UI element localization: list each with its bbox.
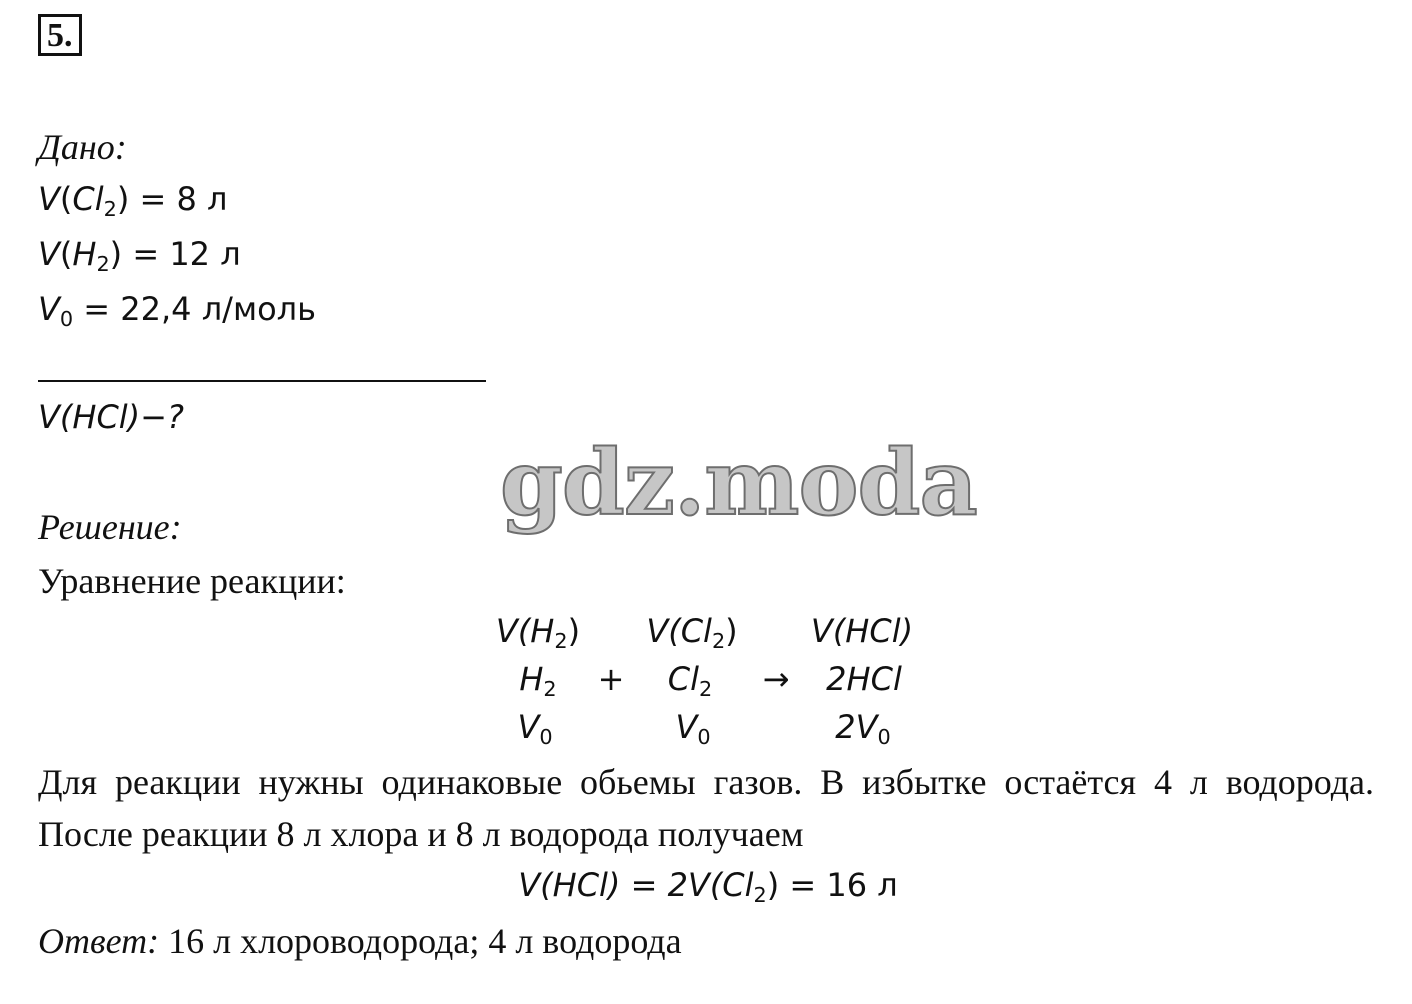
solution-label: Решение: <box>38 507 182 547</box>
reaction-vol-h2-text: V(H <box>495 612 555 650</box>
reaction-cl2-text: Cl <box>667 660 699 698</box>
given-v-symbol: V <box>38 235 60 273</box>
reaction-v0-cl2 <box>668 708 718 750</box>
reaction-arrow: → <box>762 660 790 698</box>
answer-label: Ответ: <box>38 921 160 961</box>
reaction-v0-h2-text: V <box>517 708 540 746</box>
reaction-h2-sub: 2 <box>543 677 557 702</box>
given-v0-symbol: V <box>38 290 60 328</box>
reaction-cl2 <box>660 660 720 702</box>
reaction-h2 <box>508 660 568 702</box>
given-h2-value: = 12 л <box>132 235 241 273</box>
reaction-vol-h2 <box>488 612 588 654</box>
reaction-vol-cl2-close: ) <box>725 612 738 650</box>
reaction-2v0-sub: 0 <box>877 725 891 750</box>
reaction-vol-cl2 <box>634 612 750 654</box>
reaction-v0-h2-sub: 0 <box>539 725 553 750</box>
result-left: V(HCl) = 2V(Cl <box>518 866 754 904</box>
find-line <box>38 398 184 436</box>
reaction-cl2-sub: 2 <box>699 677 713 702</box>
watermark: gdz.moda <box>500 430 977 536</box>
given-cl-symbol: Cl <box>72 180 104 218</box>
given-label: Дано: <box>38 127 127 167</box>
given-cl2-value: = 8 л <box>139 180 228 218</box>
reaction-2v0-text: 2V <box>835 708 878 746</box>
reaction-vol-cl2-sub: 2 <box>711 629 726 654</box>
reaction-h2-text: H <box>519 660 544 698</box>
given-h-sub: 2 <box>96 252 110 277</box>
find-text: V(HCl)−? <box>38 398 184 436</box>
given-divider <box>38 380 486 382</box>
given-h-symbol: H <box>72 235 97 273</box>
given-v0-value: = 22,4 л/моль <box>83 290 316 328</box>
reaction-vol-h2-close: ) <box>567 612 581 650</box>
equation-title: Уравнение реакции: <box>38 561 346 601</box>
reaction-vol-hcl-text: V(HCl) <box>810 612 914 650</box>
given-v0-sub: 0 <box>59 307 74 332</box>
problem-number: 5. <box>38 14 82 56</box>
reaction-hcl <box>816 660 912 698</box>
reaction-vol-cl2-text: V(Cl <box>646 612 712 650</box>
result-equation <box>488 866 928 908</box>
reaction-v0-cl2-sub: 0 <box>697 725 711 750</box>
reaction-v0-h2 <box>510 708 560 750</box>
answer-text: 16 л хлороводорода; 4 л водорода <box>159 921 682 961</box>
given-cl-sub: 2 <box>103 197 117 222</box>
answer-line <box>38 920 682 962</box>
given-line-cl2: $V(Cl_2) = 8$ л <box>38 180 228 222</box>
result-right: ) = 16 л <box>766 866 898 904</box>
result-sub: 2 <box>753 883 767 908</box>
given-line-v0 <box>38 290 316 332</box>
reaction-2v0 <box>828 708 898 750</box>
reaction-v0-cl2-text: V <box>675 708 698 746</box>
reaction-vol-h2-sub: 2 <box>554 629 568 654</box>
solution-paragraph: Для реакции нужны одинаковые обьемы газов. В избытке остаётся 4 л водорода. После реакции 8 л хлора и 8 л водорода получаем <box>38 762 1374 854</box>
reaction-hcl-text: 2HCl <box>826 660 902 698</box>
given-v-symbol: V <box>38 180 60 218</box>
reaction-plus: + <box>597 660 625 698</box>
reaction-vol-hcl <box>800 612 924 650</box>
given-line-h2: $V(H_2) = 12$ л <box>38 235 241 277</box>
